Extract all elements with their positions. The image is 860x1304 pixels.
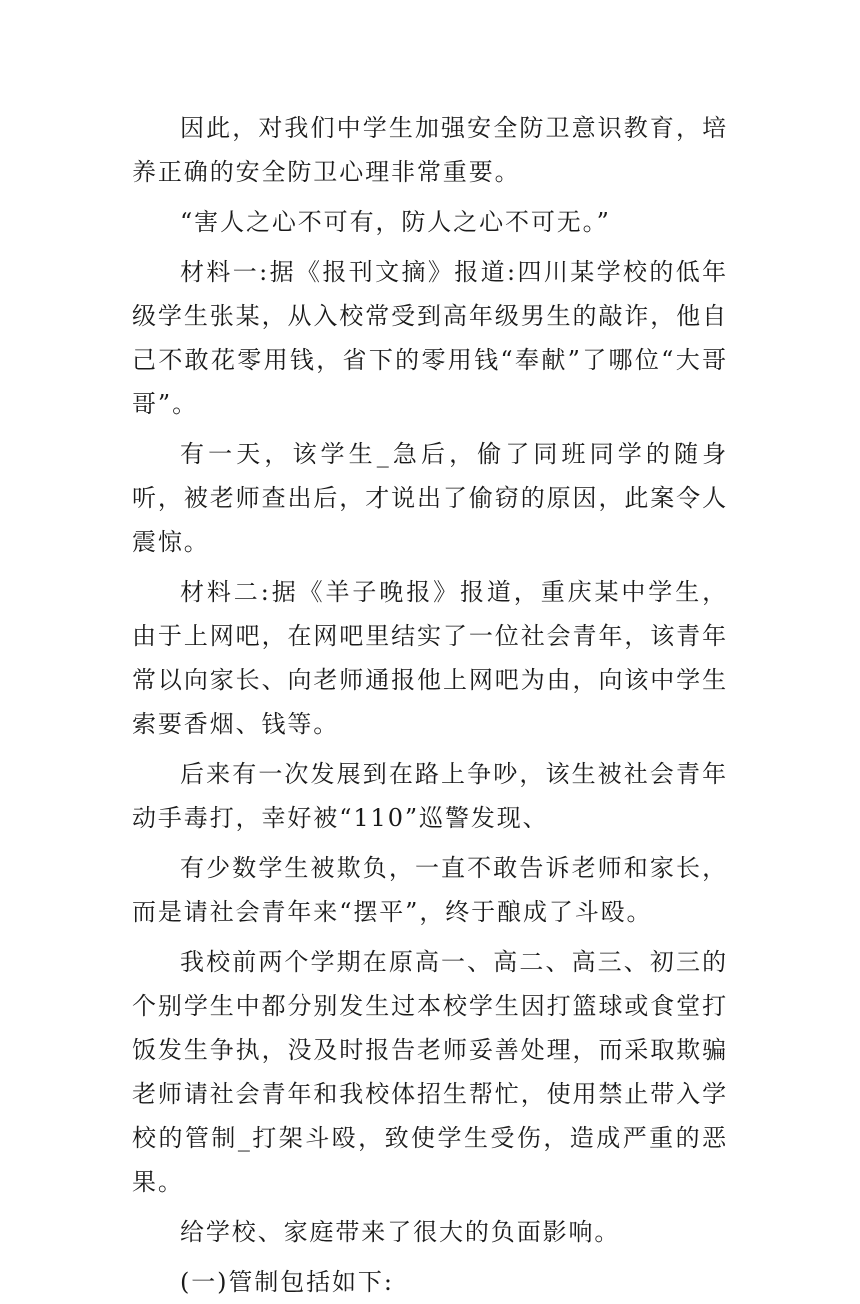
paragraph-9: 给学校、家庭带来了很大的负面影响。 [180,1218,621,1246]
paragraph-3: 材料一:据《报刊文摘》报道:四川某学校的低年级学生张某，从入校常受到高年级男生的敲诈，他自己不敢花零用钱，省下的零用钱“奉献”了哪位“大哥哥”。 [132,258,728,418]
paragraph-4: 有一天，该学生_急后，偷了同班同学的随身听，被老师查出后，才说出了偷窃的原因，此案令人震惊。 [132,440,728,556]
paragraph-7: 有少数学生被欺负，一直不敢告诉老师和家长，而是请社会青年来“摆平”，终于酿成了斗殴。 [132,854,728,926]
paragraph-10: (一)管制包括如下: [180,1268,394,1296]
paragraph-2: “害人之心不可有，防人之心不可无。” [180,208,611,236]
paragraph-8: 我校前两个学期在原高一、高二、高三、初三的个别学生中都分别发生过本校学生因打篮球或食堂打饭发生争执，没及时报告老师妥善处理，而采取欺骗老师请社会青年和我校体招生帮忙，使用禁止带入学校的管制_打架斗殴，致使学生受伤，造成严重的恶果。 [132,948,728,1196]
paragraph-5: 材料二:据《羊子晚报》报道，重庆某中学生，由于上网吧，在网吧里结实了一位社会青年，该青年常以向家长、向老师通报他上网吧为由，向该中学生索要香烟、钱等。 [132,578,728,738]
paragraph-1: 因此，对我们中学生加强安全防卫意识教育，培养正确的安全防卫心理非常重要。 [132,114,728,186]
paragraph-6: 后来有一次发展到在路上争吵，该生被社会青年动手毒打，幸好被“110”巡警发现、 [132,760,728,832]
